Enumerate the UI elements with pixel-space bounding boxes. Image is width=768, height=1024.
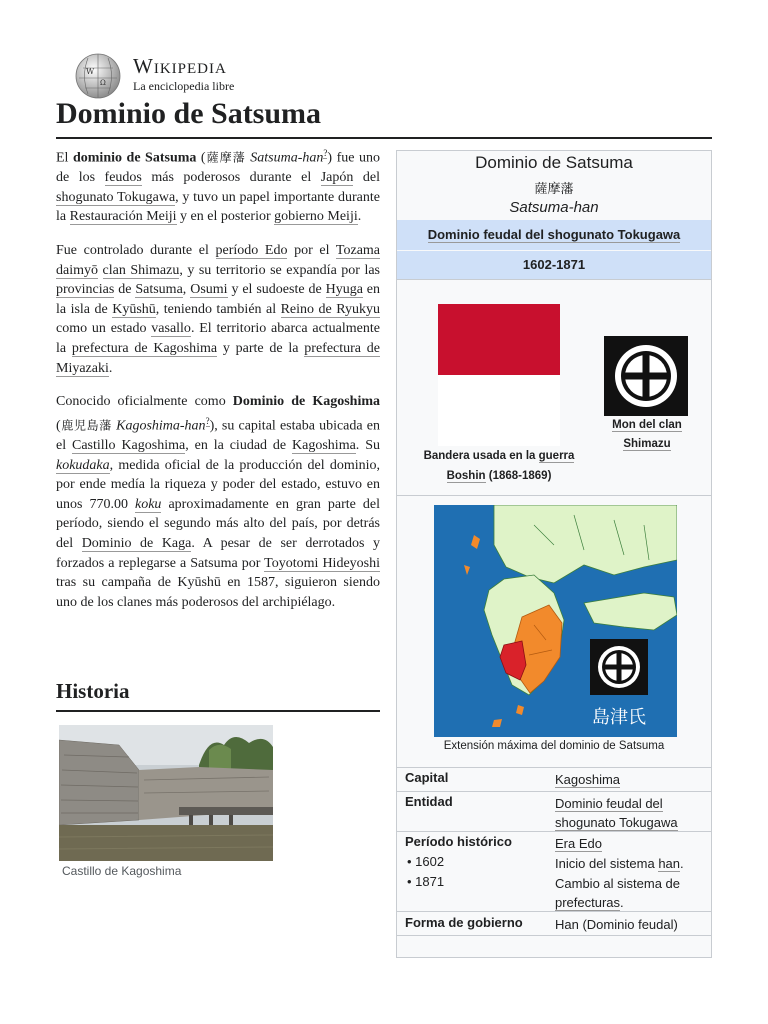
link-han[interactable]: han xyxy=(658,856,681,871)
shimazu-mon-icon[interactable] xyxy=(604,336,688,416)
infobox-native-name: 薩摩藩 xyxy=(534,182,574,197)
text: Inicio del sistema xyxy=(555,856,659,871)
link-mon-clan-shimazu[interactable]: Mon del clan Shimazu xyxy=(612,419,682,450)
infobox-row-entidad xyxy=(397,794,711,834)
text: , y su territorio se expandía por las xyxy=(179,262,381,278)
text: aproximadamente en gran parte del período, siendo el segundo más alto del país, por detrás del xyxy=(56,496,381,551)
text: Cambio al sistema de xyxy=(555,876,680,891)
link-clan-shimazu[interactable]: clan Shimazu xyxy=(102,262,180,278)
link-prefectura-de-kagoshima[interactable]: prefectura de Kagoshima xyxy=(71,341,218,356)
text: Fue controlado durante el xyxy=(56,243,216,259)
text: Conocido oficialmente como xyxy=(56,394,233,410)
text: tras su campaña de Kyūshū en 1587, siguieron siendo uno de los clanes más poderosos del archipiélago. xyxy=(56,575,380,610)
text: de xyxy=(114,282,136,298)
link-reino-de-ryukyu[interactable]: Reino de Ryukyu xyxy=(280,301,380,317)
map-kanji-label: 島津氏 xyxy=(592,707,646,728)
link-restauracion-meiji[interactable]: Restauración Meiji xyxy=(69,209,177,225)
text: ( xyxy=(196,150,206,166)
text xyxy=(98,263,103,278)
link-kagoshima[interactable]: Kagoshima xyxy=(292,438,356,454)
row-value: Han (Dominio feudal) xyxy=(555,917,678,932)
row-label: • 1871 xyxy=(407,874,445,889)
text: por el xyxy=(287,243,336,259)
page-title: Dominio de Satsuma xyxy=(56,97,322,130)
text: . xyxy=(680,856,684,871)
link-prefectura-de-miyazaki[interactable]: prefectura de Miyazaki xyxy=(56,341,380,376)
row-value xyxy=(555,770,705,789)
row-label: Capital xyxy=(405,770,449,785)
text: , en la ciudad de xyxy=(185,438,293,454)
text: en la isla de xyxy=(56,282,381,317)
divider xyxy=(397,767,711,768)
text: más poderosos durante el xyxy=(141,170,321,186)
divider xyxy=(397,279,711,280)
infobox xyxy=(396,150,712,958)
text: , y tuvo un papel importante durante la xyxy=(56,189,380,225)
map-caption: Extensión máxima del dominio de Satsuma xyxy=(443,740,665,752)
paragraph-territory xyxy=(56,241,380,378)
svg-text:Ω: Ω xyxy=(100,79,106,87)
bold-term: Dominio de Kagoshima xyxy=(232,394,380,410)
link-shogunato-tokugawa[interactable]: shogunato Tokugawa xyxy=(56,189,176,205)
divider xyxy=(397,935,711,936)
link-era-edo[interactable]: Era Edo xyxy=(555,836,602,851)
infobox-type-band xyxy=(397,220,711,250)
link-toyotomi-hideyoshi[interactable]: Toyotomi Hideyoshi xyxy=(264,555,380,571)
paragraph-kagoshima xyxy=(56,392,380,612)
infobox-row-periodo xyxy=(397,834,711,856)
link-periodo-edo[interactable]: período Edo xyxy=(215,243,288,259)
text: . xyxy=(357,209,362,225)
link-feudos[interactable]: feudos xyxy=(104,170,142,186)
infobox-row-gobierno xyxy=(397,915,711,937)
link-japon[interactable]: Japón xyxy=(320,170,354,186)
wikipedia-globe-icon xyxy=(73,52,123,100)
divider xyxy=(397,911,711,912)
native-name: 薩摩藩 xyxy=(205,150,246,165)
infobox-row-1871 xyxy=(397,874,711,914)
row-value xyxy=(555,834,705,853)
row-value xyxy=(555,854,705,873)
infobox-row-capital xyxy=(397,770,711,792)
wordmark: Wikipedia xyxy=(133,54,227,78)
text: El xyxy=(56,150,73,166)
text: y parte de la xyxy=(217,341,305,356)
article-body xyxy=(56,144,380,626)
infobox-title: Dominio de Satsuma xyxy=(475,153,633,172)
native-name: 鹿児島藩 xyxy=(60,418,112,433)
satsuma-map-image[interactable] xyxy=(434,505,677,737)
text: Bandera usada en la xyxy=(423,450,539,462)
text: . xyxy=(108,360,113,376)
section-heading-historia: Historia xyxy=(56,679,380,712)
link-kagoshima[interactable]: Kagoshima xyxy=(555,772,621,787)
text: ) fue uno de los xyxy=(56,150,380,186)
row-value xyxy=(555,794,705,832)
romaji-name: Kagoshima-han xyxy=(116,418,206,434)
text: (1868-1869) xyxy=(485,470,552,482)
link-prefecturas[interactable]: prefecturas xyxy=(555,895,621,910)
link-gobierno-meiji[interactable]: gobierno Meiji xyxy=(274,209,358,225)
castle-photo[interactable] xyxy=(59,725,273,861)
text: . Su xyxy=(355,438,380,454)
castle-photo-caption: Castillo de Kagoshima xyxy=(62,864,182,878)
row-value xyxy=(555,874,705,912)
link-dominio-feudal-shogunato[interactable]: Dominio feudal del shogunato Tokugawa xyxy=(427,227,681,242)
text: ), su capital estaba ubicada en el xyxy=(56,418,380,454)
infobox-romaji: Satsuma-han xyxy=(509,199,599,216)
text: . xyxy=(620,895,624,910)
link-osumi[interactable]: Osumi xyxy=(190,282,228,298)
row-label: • 1602 xyxy=(407,854,445,869)
link-koku[interactable]: koku xyxy=(135,496,162,512)
infobox-row-1602 xyxy=(397,854,711,874)
svg-text:W: W xyxy=(86,67,95,76)
row-label: Entidad xyxy=(405,794,453,809)
divider xyxy=(397,495,711,496)
satsuma-flag-image[interactable] xyxy=(438,304,560,446)
link-tozama-daimyo[interactable]: Tozama daimyō xyxy=(56,243,381,278)
paragraph-intro xyxy=(56,144,380,227)
link-castillo-kagoshima[interactable]: Castillo Kagoshima xyxy=(72,438,186,454)
mon-caption xyxy=(597,416,697,454)
text: , medida oficial de la producción del dominio, por ende medía la riqueza y poder del estado, estuvo en unos 770.00 xyxy=(56,457,380,512)
pronunciation-help-link[interactable]: ? xyxy=(205,415,210,426)
tagline: La enciclopedia libre xyxy=(133,79,235,93)
text: , xyxy=(182,282,191,298)
link-provincias[interactable]: provincias xyxy=(56,282,115,298)
link-dominio-feudal[interactable]: Dominio feudal del shogunato Tokugawa xyxy=(555,796,678,830)
romaji-name: Satsuma-han xyxy=(250,150,324,166)
link-satsuma[interactable]: Satsuma xyxy=(135,282,183,298)
text: y el sudoeste de xyxy=(227,282,326,298)
link-kyushu[interactable]: Kyūshū xyxy=(112,301,156,317)
link-vasallo[interactable]: vasallo xyxy=(151,321,191,337)
link-kokudaka[interactable]: kokudaka xyxy=(56,457,110,473)
text: como un estado xyxy=(56,321,152,337)
row-label: Forma de gobierno xyxy=(405,915,523,930)
row-label: Período histórico xyxy=(405,834,512,849)
link-hyuga[interactable]: Hyuga xyxy=(325,282,363,298)
pronunciation-help-link[interactable]: ? xyxy=(323,148,328,158)
divider xyxy=(397,791,711,792)
link-guerra-boshin[interactable]: guerra Boshin xyxy=(446,450,575,482)
divider xyxy=(397,831,711,832)
text: , teniendo también al xyxy=(155,301,281,317)
link-dominio-de-kaga[interactable]: Dominio de Kaga xyxy=(81,536,192,551)
text: y en el posterior xyxy=(176,209,275,225)
text: del xyxy=(353,170,380,186)
infobox-period-band: 1602-1871 xyxy=(397,251,711,279)
bold-term: dominio de Satsuma xyxy=(72,150,197,166)
flag-caption xyxy=(413,446,585,486)
text: ( xyxy=(56,418,61,434)
wikipedia-logo[interactable] xyxy=(73,52,273,100)
text: . El territorio abarca actualmente la xyxy=(56,321,380,356)
title-divider xyxy=(56,137,712,139)
text: . A pesar de ser derrotados y forzados a replegarse a Satsuma por xyxy=(56,536,381,571)
